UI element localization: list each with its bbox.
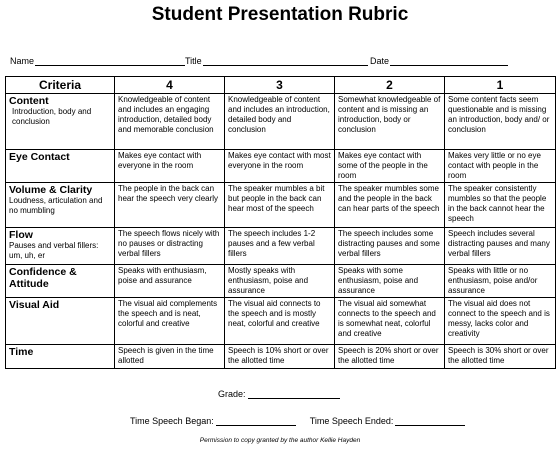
time-began-label: Time Speech Began: (130, 416, 214, 426)
score-cell: Knowledgeable of content and includes an engaging introduction, detailed body and memorable conclusion (115, 94, 225, 150)
table-row (6, 228, 556, 265)
time-ended-line[interactable] (395, 417, 465, 426)
score-cell: Speaks with enthusiasm, poise and assurance (115, 265, 225, 298)
name-line (35, 57, 185, 66)
grade-line (248, 390, 340, 399)
header-score-3: 3 (225, 77, 335, 94)
header-criteria: Criteria (6, 77, 115, 94)
score-cell: Knowledgeable of content and includes an introduction, detailed body and conclusion (225, 94, 335, 150)
score-cell: Makes eye contact with some of the people in the room (335, 150, 445, 183)
score-cell: Makes eye contact with everyone in the room (115, 150, 225, 183)
table-row (6, 183, 556, 228)
header-score-1: 1 (445, 77, 556, 94)
date-line (390, 57, 508, 66)
score-cell: The visual aid complements the speech and is neat, colorful and creative (115, 298, 225, 345)
name-field[interactable] (10, 56, 185, 66)
criteria-cell (6, 265, 115, 298)
time-fields (130, 416, 465, 426)
header-score-2: 2 (335, 77, 445, 94)
info-fields (10, 56, 550, 68)
criteria-name: Volume & Clarity (9, 184, 93, 196)
table-row (6, 345, 556, 369)
score-cell: Speech includes several distracting pauses and many verbal fillers (445, 228, 556, 265)
score-cell: The speech includes 1-2 pauses and a few verbal fillers (225, 228, 335, 265)
score-cell: Makes very little or no eye contact with people in the room (445, 150, 556, 183)
criteria-name: Flow (9, 229, 33, 241)
criteria-cell (6, 345, 115, 369)
date-label: Date (370, 56, 390, 66)
score-cell: Speech is 20% short or over the allotted time (335, 345, 445, 369)
criteria-name: Eye Contact (9, 151, 70, 163)
score-cell: Speaks with little or no enthusiasm, poise and/or assurance (445, 265, 556, 298)
page-title: Student Presentation Rubric (151, 4, 409, 25)
name-label: Name (10, 56, 35, 66)
header-score-4: 4 (115, 77, 225, 94)
score-cell: Makes eye contact with most everyone in the room (225, 150, 335, 183)
criteria-description: Pauses and verbal fillers: um, uh, er (9, 241, 99, 260)
score-cell: The speech flows nicely with no pauses or distracting verbal fillers (115, 228, 225, 265)
grade-label: Grade: (218, 389, 246, 399)
score-cell: The people in the back can hear the speech very clearly (115, 183, 225, 228)
criteria-name: Time (9, 346, 34, 358)
criteria-name: Content (9, 95, 49, 107)
date-field[interactable] (370, 56, 508, 66)
title-field[interactable] (185, 56, 368, 66)
table-row (6, 265, 556, 298)
score-cell: Some content facts seem questionable and is missing an introduction, body and/ or conclusion (445, 94, 556, 150)
criteria-cell (6, 94, 115, 150)
score-cell: Speaks with some enthusiasm, poise and assurance (335, 265, 445, 298)
score-cell: Speech is given in the time allotted (115, 345, 225, 369)
score-cell: The visual aid somewhat connects to the speech and is somewhat neat, colorful and creative (335, 298, 445, 345)
score-cell: The visual aid does not connect to the speech and is messy, lacks color and creativity (445, 298, 556, 345)
grade-field[interactable] (218, 389, 340, 399)
criteria-description: Loudness, articulation and no mumbling (9, 196, 103, 215)
score-cell: The speaker mumbles a bit but people in the back can hear most of the speech (225, 183, 335, 228)
permission-note: Permission to copy granted by the author Kellie Hayden (199, 437, 361, 444)
time-ended-label: Time Speech Ended: (309, 416, 394, 426)
criteria-cell (6, 228, 115, 265)
table-row (6, 298, 556, 345)
criteria-description: Introduction, body and conclusion (12, 107, 92, 126)
score-cell: The speaker mumbles some and the people in the back can hear parts of the speech (335, 183, 445, 228)
score-cell: The speaker consistently mumbles so that the people in the back cannot hear the speech (445, 183, 556, 228)
score-cell: The speech includes some distracting pauses and some verbal fillers (335, 228, 445, 265)
score-cell: Somewhat knowledgeable of content and is missing an introduction, body or conclusion (335, 94, 445, 150)
criteria-name: Confidence & Attitude (9, 266, 77, 290)
title-line (203, 57, 368, 66)
score-cell: Speech is 30% short or over the allotted time (445, 345, 556, 369)
rubric-table (5, 76, 556, 369)
table-row (6, 150, 556, 183)
time-began-line[interactable] (216, 417, 296, 426)
score-cell: Speech is 10% short or over the allotted time (225, 345, 335, 369)
criteria-cell (6, 183, 115, 228)
table-row (6, 94, 556, 150)
score-cell: Mostly speaks with enthusiasm, poise and assurance (225, 265, 335, 298)
criteria-name: Visual Aid (9, 299, 60, 311)
score-cell: The visual aid connects to the speech and is mostly neat, colorful and creative (225, 298, 335, 345)
title-label: Title (185, 56, 202, 66)
header-row (6, 77, 556, 94)
criteria-cell (6, 298, 115, 345)
criteria-cell (6, 150, 115, 183)
